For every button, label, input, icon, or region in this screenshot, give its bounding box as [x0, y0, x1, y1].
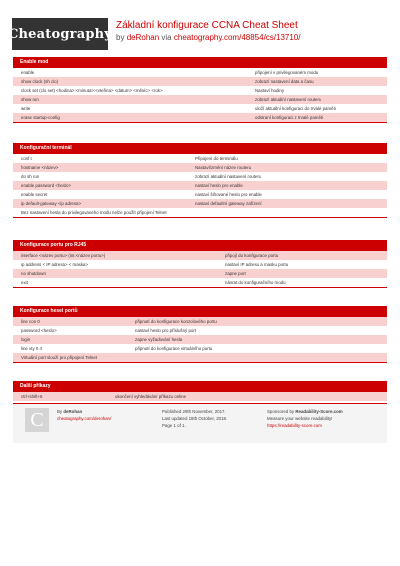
table-row — [13, 269, 387, 278]
sponsor-link[interactable]: https://readability-score.com — [267, 423, 322, 428]
description-cell: zobrazí nastavení data a času — [255, 79, 314, 84]
updated-date: Last updated 18th October, 2018. — [162, 416, 228, 421]
table-row — [13, 326, 387, 335]
description-cell: zobrazí aktuální nastavení routeru — [255, 97, 322, 102]
section-title: Konfigurační terminál — [13, 143, 387, 154]
table-row — [13, 260, 387, 269]
command-cell: password <heslo> — [21, 328, 57, 333]
table-row — [13, 251, 387, 260]
command-cell: clock set (clo set) <hodina>:<minuta>:<vteřina> <datum> <měsíc> <rok> — [21, 88, 163, 93]
description-cell: připnutí do konfigurace konzolového portu — [135, 319, 217, 324]
description-cell: Nastaví hodiny — [255, 88, 285, 93]
page-title: Základní konfigurace CCNA Cheat Sheet — [116, 20, 298, 31]
section-note: Virtuální port slouží pro připojení Telnet — [13, 353, 387, 362]
section-config-terminal — [13, 143, 387, 218]
command-cell: login — [21, 337, 31, 342]
command-cell: ip default-gateway <ip adresa> — [21, 201, 82, 206]
command-cell: show clock (sh clo) — [21, 79, 59, 84]
table-row — [13, 317, 387, 326]
footer-dates — [162, 404, 267, 443]
title-block — [116, 18, 300, 43]
description-cell: připojení v privilegovaném modu — [255, 70, 319, 75]
table-row — [13, 392, 387, 401]
description-cell: nastaví heslo pro enable — [195, 183, 243, 188]
sheet-url-link[interactable]: cheatography.com/48854/cs/13710/ — [173, 33, 301, 42]
section-title: Další příkazy — [13, 381, 387, 392]
section-title: Enable mod — [13, 57, 387, 68]
table-row — [13, 163, 387, 172]
description-cell: zapne vyžadování hesla — [135, 337, 183, 342]
table-row — [13, 172, 387, 181]
section-note: Bez nastavení hesla do privilegovaného modu nelze použít připojení Telnet — [13, 208, 387, 217]
description-cell: připnutí do konfigurace virtuálního portu — [135, 346, 213, 351]
description-cell: Nastaví/změní název routeru — [195, 165, 252, 170]
sponsor-tagline: Measure your website readability! — [267, 416, 333, 421]
description-cell: zapne port — [225, 271, 246, 276]
table-row — [13, 190, 387, 199]
command-cell: ctrl+shift+6 — [21, 394, 43, 399]
description-cell: nastaví defaultní gateway zařízení — [195, 201, 262, 206]
description-cell: nastaví heslo pro příslušný port — [135, 328, 197, 333]
description-cell: odstraní konfiguraci z trvalé paměti — [255, 115, 324, 120]
cheatography-logo[interactable]: Cheatography — [12, 18, 108, 50]
command-cell: interface <název portu> (int.<název portu>) — [21, 253, 106, 258]
author-link[interactable]: deRohan — [126, 33, 160, 42]
page-footer — [13, 403, 387, 443]
description-cell: nastaví šifrované heslo pro enable — [195, 192, 262, 197]
description-cell: Připojení do terminálu — [195, 156, 238, 161]
via-label: via — [161, 33, 172, 42]
footer-author-name[interactable]: deRohan — [63, 409, 83, 414]
footer-sponsor — [267, 404, 343, 443]
command-cell: do sh run — [21, 174, 40, 179]
section-port-config — [13, 240, 387, 288]
command-cell: line con 0 — [21, 319, 40, 324]
byline — [116, 32, 300, 43]
command-cell: erase startup-config — [21, 115, 60, 120]
footer-author — [57, 404, 162, 443]
command-cell: write — [21, 106, 31, 111]
table-row — [13, 68, 387, 77]
sponsor-prefix: Sponsored by — [267, 409, 295, 414]
author-profile-link[interactable]: cheatography.com/derohan/ — [57, 416, 112, 421]
command-cell: enable password <heslo> — [21, 183, 72, 188]
command-cell: enable secret — [21, 192, 48, 197]
command-cell: no shutdown — [21, 271, 46, 276]
description-cell: nastaví IP adresu a masku portu — [225, 262, 289, 267]
table-row — [13, 104, 387, 113]
table-row — [13, 113, 387, 122]
description-cell: připojí do konfigurace portu — [225, 253, 279, 258]
avatar: C — [25, 408, 49, 432]
description-cell: zobrazí aktuální nastavení routeru — [195, 174, 262, 179]
by-label: by — [116, 33, 125, 42]
table-row — [13, 344, 387, 353]
page-header — [7, 18, 388, 52]
command-cell: exit — [21, 280, 28, 285]
table-row — [13, 95, 387, 104]
section-title: Konfigurace hesel portů — [13, 306, 387, 317]
table-row — [13, 335, 387, 344]
description-cell: uloží aktuální konfiguraci do trvalé paměti — [255, 106, 336, 111]
page-number: Page 1 of 1. — [162, 423, 186, 428]
description-cell: návrat do konfiguračního modu — [225, 280, 286, 285]
sponsor-name[interactable]: Readability-Score.com — [295, 409, 343, 414]
table-row — [13, 199, 387, 208]
section-port-passwords — [13, 306, 387, 363]
command-cell: ip address < IP adresa> < maska> — [21, 262, 89, 267]
description-cell: ukončení vyhledávání příkazu online — [115, 394, 187, 399]
table-row — [13, 278, 387, 287]
section-enable-mod — [13, 57, 387, 123]
command-cell: line vty 0 4 — [21, 346, 42, 351]
command-cell: conf t — [21, 156, 32, 161]
table-row — [13, 86, 387, 95]
by-label: By — [57, 409, 63, 414]
command-cell: hostname <název> — [21, 165, 59, 170]
published-date: Published 29th November, 2017. — [162, 409, 226, 414]
table-row — [13, 77, 387, 86]
command-cell: enable — [21, 70, 35, 75]
command-cell: show run — [21, 97, 39, 102]
section-title: Konfigurace portu pro RJ45 — [13, 240, 387, 251]
table-row — [13, 154, 387, 163]
table-row — [13, 181, 387, 190]
